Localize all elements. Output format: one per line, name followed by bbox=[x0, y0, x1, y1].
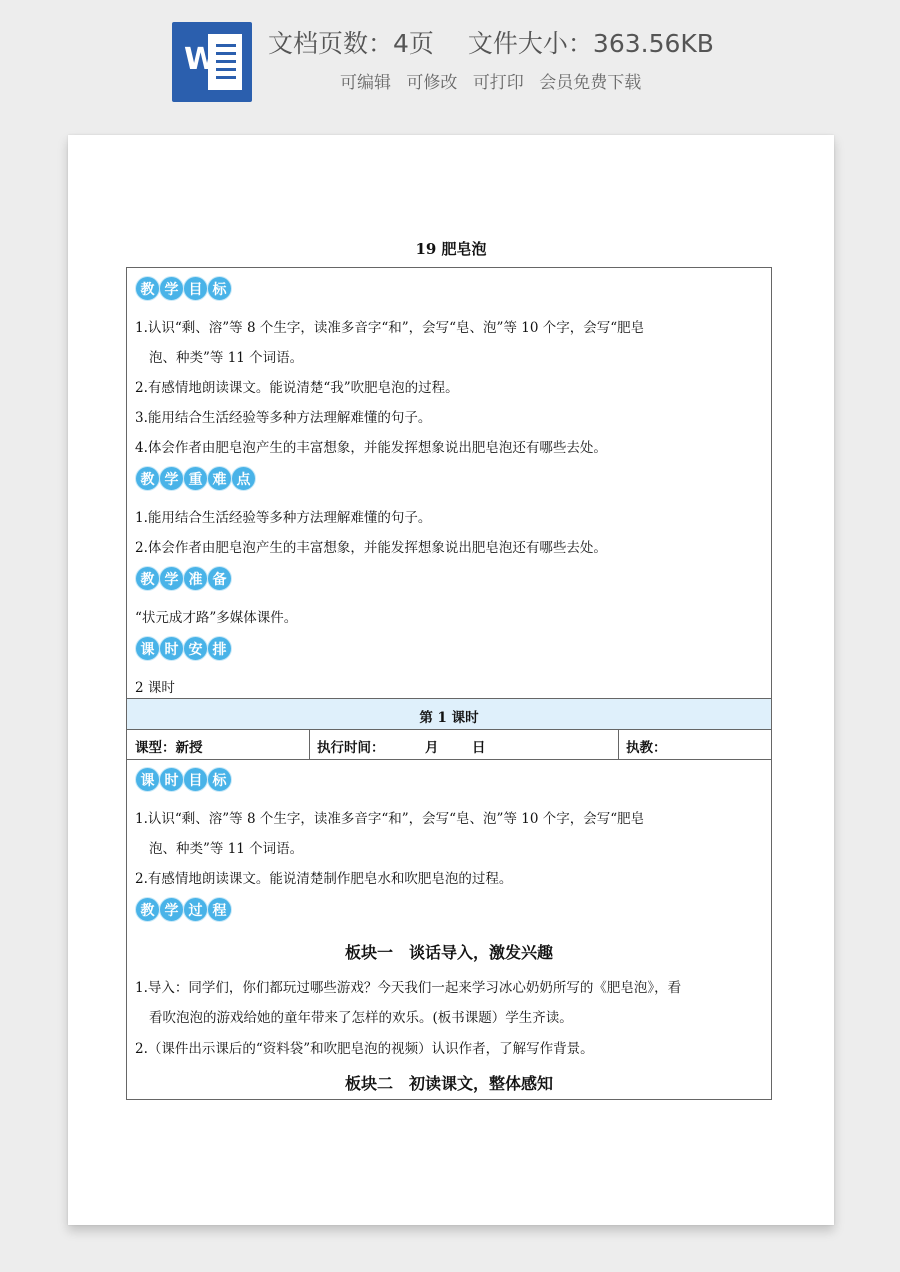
month-label: 月 bbox=[425, 740, 439, 756]
heading-char: 备 bbox=[207, 566, 232, 591]
heading-char: 目 bbox=[183, 767, 208, 792]
divider bbox=[127, 729, 771, 730]
goals-heading bbox=[135, 276, 231, 302]
lesson-type: 课型：新授 bbox=[135, 740, 203, 756]
goal-line: 1.认识“剩、溶”等 8 个生字，读准多音字“和”，会写“皂、泡”等 10 个字，会写“肥皂 bbox=[135, 320, 645, 336]
heading-char: 排 bbox=[207, 636, 232, 661]
heading-char: 学 bbox=[159, 566, 184, 591]
goal-line: 4.体会作者由肥皂泡产生的丰富想象，并能发挥想象说出肥皂泡还有哪些去处。 bbox=[135, 440, 607, 456]
page-count: 文档页数：4页 bbox=[268, 29, 434, 58]
feature-member-free: 会员免费下载 bbox=[539, 73, 642, 93]
heading-char: 准 bbox=[183, 566, 208, 591]
block1-line: 1.导入：同学们，你们都玩过哪些游戏？今天我们一起来学习冰心奶奶所写的《肥皂泡》，看 bbox=[135, 980, 682, 996]
word-letter: W bbox=[184, 42, 217, 77]
keypoint-line: 1.能用结合生活经验等多种方法理解难懂的句子。 bbox=[135, 510, 432, 526]
goal-line: 3.能用结合生活经验等多种方法理解难懂的句子。 bbox=[135, 410, 432, 426]
heading-char: 学 bbox=[159, 897, 184, 922]
keypoint-line: 2.体会作者由肥皂泡产生的丰富想象，并能发挥想象说出肥皂泡还有哪些去处。 bbox=[135, 540, 607, 556]
heading-char: 课 bbox=[135, 767, 160, 792]
heading-char: 教 bbox=[135, 466, 160, 491]
block2-title: 板块二 初读课文，整体感知 bbox=[344, 1074, 553, 1093]
heading-char: 目 bbox=[183, 276, 208, 301]
column-divider bbox=[618, 729, 619, 759]
keypoints-heading bbox=[135, 466, 255, 492]
lesson-goal-line: 1.认识“剩、溶”等 8 个生字，读准多音字“和”，会写“皂、泡”等 10 个字，会写“肥皂 bbox=[135, 811, 645, 827]
heading-char: 安 bbox=[183, 636, 208, 661]
block1-title: 板块一 谈话导入，激发兴趣 bbox=[344, 943, 553, 962]
block1-line: 2.（课件出示课后的“资料袋”和吹肥皂泡的视频）认识作者，了解写作背景。 bbox=[135, 1041, 594, 1057]
lesson-goals-heading bbox=[135, 767, 231, 793]
schedule-line: 2 课时 bbox=[135, 680, 175, 696]
feature-list bbox=[340, 68, 641, 93]
heading-char: 标 bbox=[207, 276, 232, 301]
day-label: 日 bbox=[472, 740, 486, 756]
file-size: 文件大小：363.56KB bbox=[467, 29, 714, 58]
heading-char: 教 bbox=[135, 276, 160, 301]
heading-char: 教 bbox=[135, 566, 160, 591]
execution-time-label: 执行时间： bbox=[317, 740, 385, 756]
heading-char: 重 bbox=[183, 466, 208, 491]
process-heading bbox=[135, 897, 231, 923]
heading-char: 标 bbox=[207, 767, 232, 792]
word-document-icon bbox=[172, 22, 252, 102]
file-meta bbox=[268, 24, 714, 60]
feature-modifiable: 可修改 bbox=[406, 73, 458, 93]
heading-char: 点 bbox=[231, 466, 256, 491]
prep-heading bbox=[135, 566, 231, 592]
heading-char: 学 bbox=[159, 276, 184, 301]
heading-char: 时 bbox=[159, 636, 184, 661]
heading-char: 学 bbox=[159, 466, 184, 491]
lesson-goal-line: 2.有感情地朗读课文。能说清楚制作肥皂水和吹肥皂泡的过程。 bbox=[135, 871, 513, 887]
heading-char: 难 bbox=[207, 466, 232, 491]
teacher-label: 执教： bbox=[626, 740, 667, 756]
goal-line: 2.有感情地朗读课文。能说清楚“我”吹肥皂泡的过程。 bbox=[135, 380, 459, 396]
divider bbox=[127, 759, 771, 760]
lesson-plan-table bbox=[126, 267, 772, 1100]
goal-line: 泡、种类”等 11 个词语。 bbox=[149, 350, 304, 366]
heading-char: 程 bbox=[207, 897, 232, 922]
column-divider bbox=[309, 729, 310, 759]
block1-line: 看吹泡泡的游戏给她的童年带来了怎样的欢乐。(板书课题）学生齐读。 bbox=[149, 1010, 573, 1026]
heading-char: 教 bbox=[135, 897, 160, 922]
feature-printable: 可打印 bbox=[472, 73, 524, 93]
document-title: 19 肥皂泡 bbox=[415, 240, 487, 258]
lesson-band-label: 第 1 课时 bbox=[419, 710, 479, 726]
document-page bbox=[68, 135, 834, 1225]
prep-line: “状元成才路”多媒体课件。 bbox=[135, 610, 298, 626]
heading-char: 课 bbox=[135, 636, 160, 661]
heading-char: 过 bbox=[183, 897, 208, 922]
heading-char: 时 bbox=[159, 767, 184, 792]
lesson-goal-line: 泡、种类”等 11 个词语。 bbox=[149, 841, 304, 857]
schedule-heading bbox=[135, 636, 231, 662]
feature-editable: 可编辑 bbox=[340, 73, 391, 93]
